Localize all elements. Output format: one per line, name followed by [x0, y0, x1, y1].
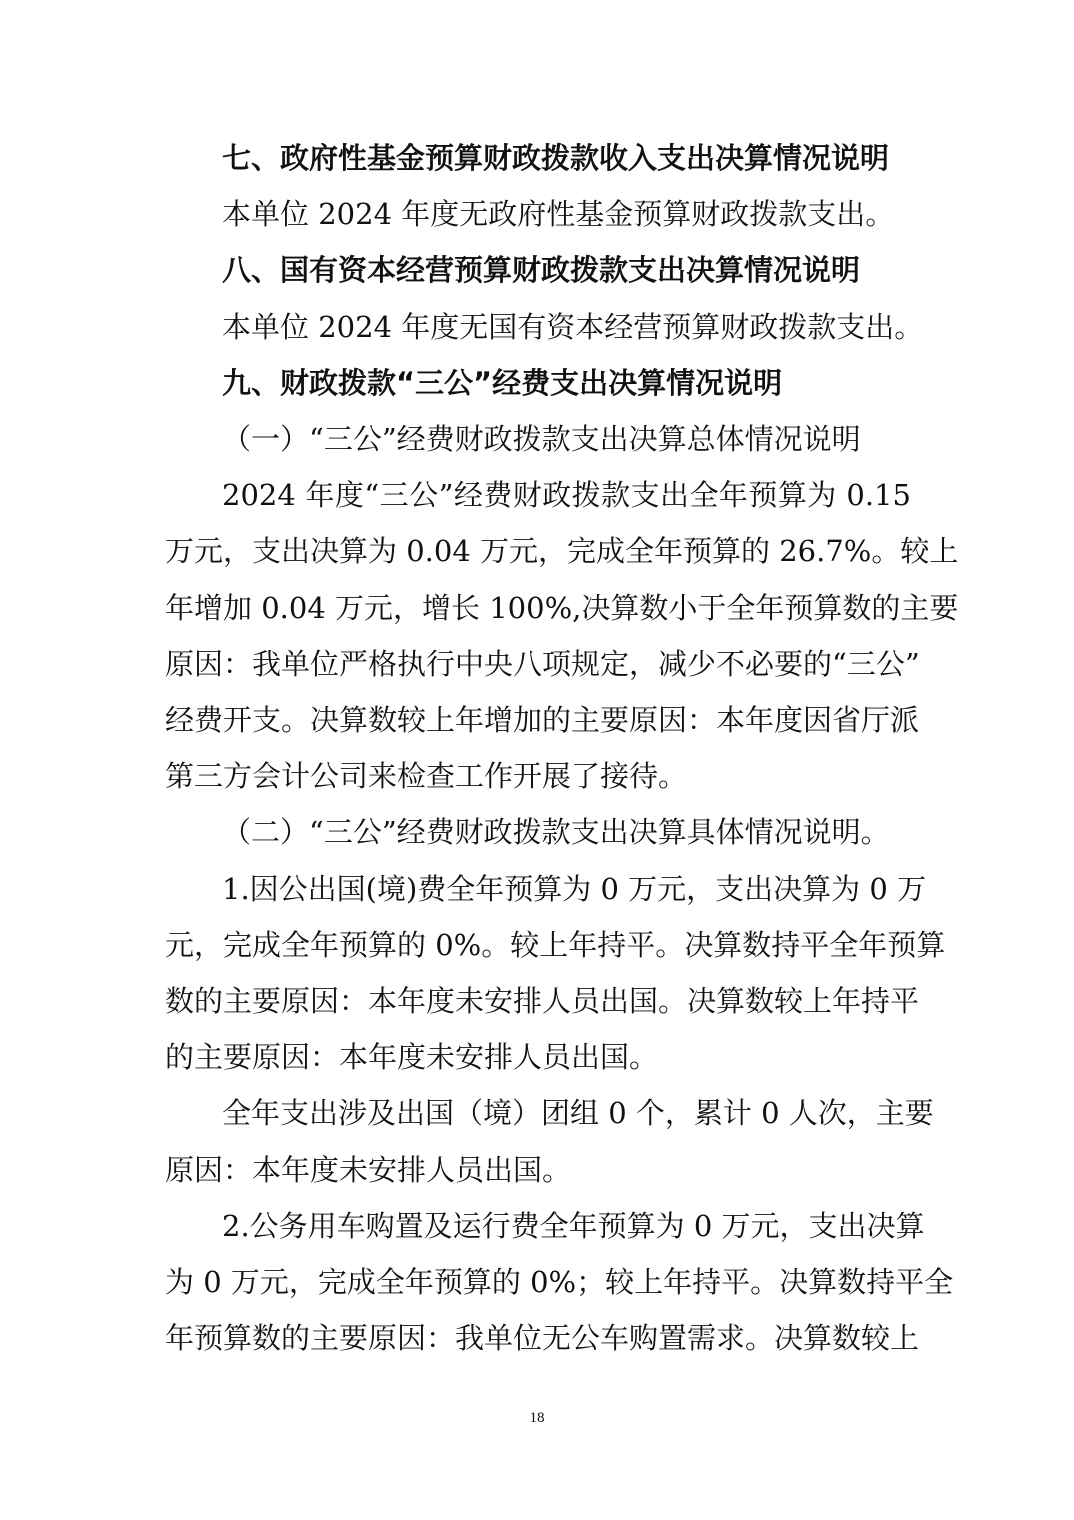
section-heading: 八、国有资本经营预算财政拨款支出决算情况说明 — [222, 253, 861, 288]
paragraph-line: 经费开支。决算数较上年增加的主要原因：本年度因省厅派 — [165, 703, 920, 737]
paragraph-line: 1.因公出国(境)费全年预算为 0 万元，支出决算为 0 万 — [222, 871, 927, 906]
paragraph-line: 第三方会计公司来检查工作开展了接待。 — [165, 759, 688, 794]
paragraph-line: （一）“三公”经费财政拨款支出决算总体情况说明 — [222, 422, 861, 456]
paragraph-line: 本单位 2024 年度无政府性基金预算财政拨款支出。 — [222, 197, 895, 232]
page-number: 18 — [529, 1410, 545, 1426]
section-heading: 七、政府性基金预算财政拨款收入支出决算情况说明 — [222, 141, 890, 175]
paragraph-line: （二）“三公”经费财政拨款支出决算具体情况说明。 — [222, 815, 890, 850]
paragraph-line: 全年支出涉及出国（境）团组 0 个，累计 0 人次，主要 — [222, 1096, 934, 1131]
paragraph-line: 万元，支出决算为 0.04 万元，完成全年预算的 26.7%。较上 — [165, 534, 959, 569]
paragraph-line: 本单位 2024 年度无国有资本经营预算财政拨款支出。 — [222, 309, 924, 344]
paragraph-line: 为 0 万元，完成全年预算的 0%；较上年持平。决算数持平全 — [165, 1265, 954, 1299]
section-heading: 九、财政拨款“三公”经费支出决算情况说明 — [222, 365, 783, 400]
paragraph-line: 元，完成全年预算的 0%。较上年持平。决算数持平全年预算 — [165, 927, 946, 962]
paragraph-line: 原因：我单位严格执行中央八项规定，减少不必要的“三公” — [165, 646, 920, 681]
paragraph-line: 2024 年度“三公”经费财政拨款支出全年预算为 0.15 — [222, 478, 911, 513]
paragraph-line: 年预算数的主要原因：我单位无公车购置需求。决算数较上 — [165, 1321, 920, 1356]
paragraph-line: 2.公务用车购置及运行费全年预算为 0 万元，支出决算 — [222, 1208, 925, 1243]
paragraph-line: 年增加 0.04 万元，增长 100%,决算数小于全年预算数的主要 — [165, 590, 959, 625]
paragraph-line: 的主要原因：本年度未安排人员出国。 — [165, 1040, 659, 1075]
paragraph-line: 数的主要原因：本年度未安排人员出国。决算数较上年持平 — [165, 984, 920, 1018]
paragraph-line: 原因：本年度未安排人员出国。 — [165, 1152, 572, 1187]
